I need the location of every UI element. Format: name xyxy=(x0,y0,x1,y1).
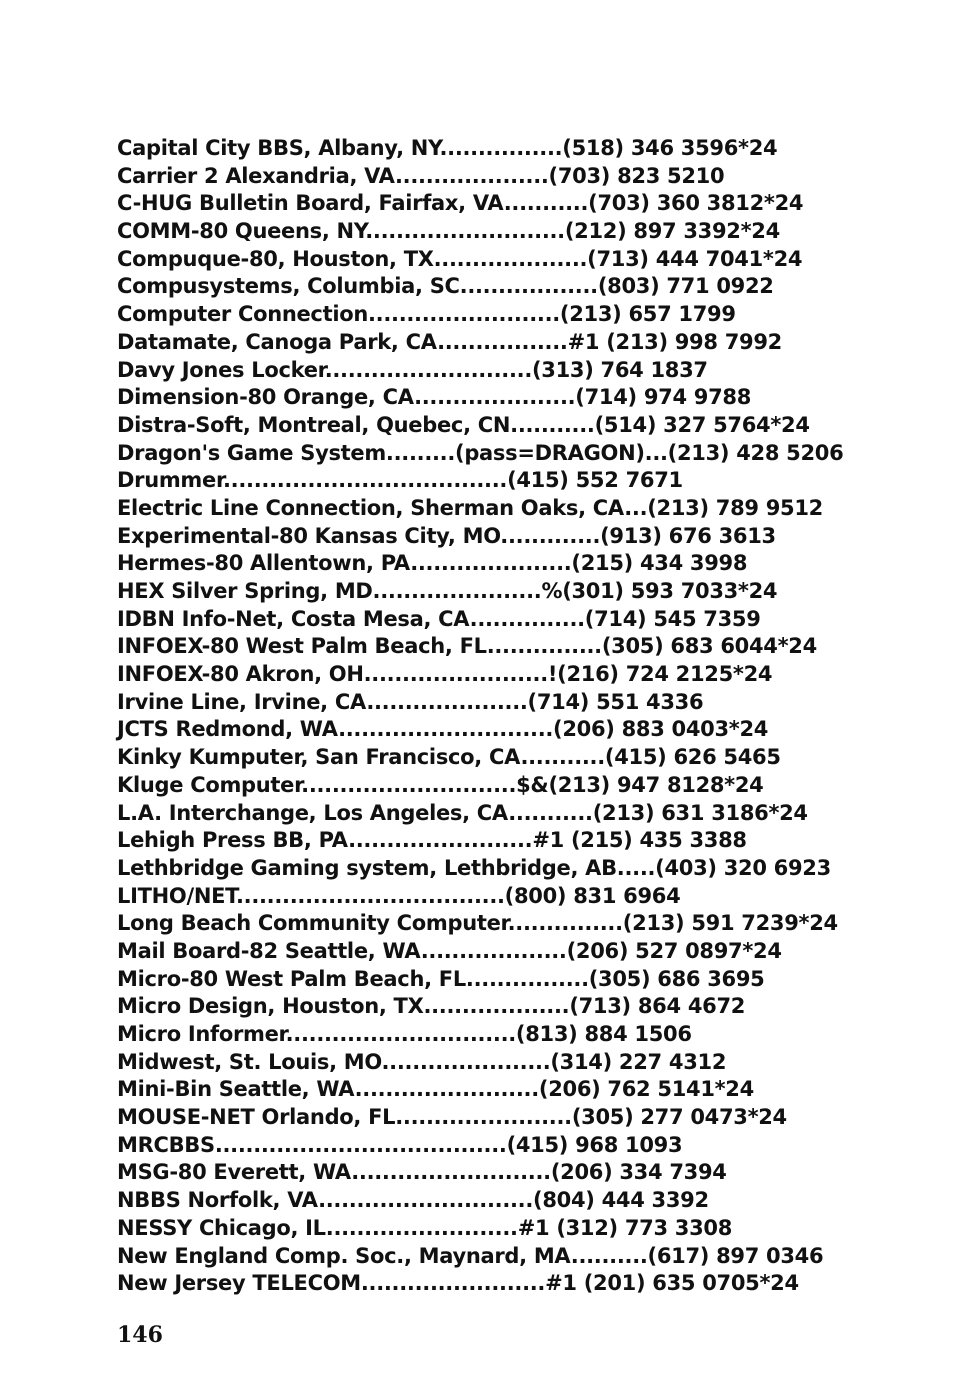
list-item: Micro Design, Houston, TX...................(713) 864 4672 xyxy=(117,994,746,1019)
list-item: Midwest, St. Louis, MO......................(314) 227 4312 xyxy=(117,1049,727,1074)
list-item: Dragon's Game System.........(pass=DRAGON)...(213) 428 5206 xyxy=(117,440,844,465)
list-item: Datamate, Canoga Park, CA.................#1 (213) 998 7992 xyxy=(117,329,782,354)
list-item: MRCBBS......................................(415) 968 1093 xyxy=(117,1132,683,1157)
list-item: Lethbridge Gaming system, Lethbridge, AB.....(403) 320 6923 xyxy=(117,855,831,880)
list-item: Kinky Kumputer, San Francisco, CA...........(415) 626 5465 xyxy=(117,745,781,770)
list-item: COMM-80 Queens, NY..........................(212) 897 3392*24 xyxy=(117,219,780,244)
list-item: JCTS Redmond, WA............................(206) 883 0403*24 xyxy=(117,717,769,742)
list-item: Compuque-80, Houston, TX....................(713) 444 7041*24 xyxy=(117,246,803,271)
list-item: NBBS Norfolk, VA............................(804) 444 3392 xyxy=(117,1188,709,1213)
list-item: Long Beach Community Computer...............(213) 591 7239*24 xyxy=(117,911,838,936)
list-item: LITHO/NET...................................(800) 831 6964 xyxy=(117,883,681,908)
list-item: Capital City BBS, Albany, NY................(518) 346 3596*24 xyxy=(117,136,778,160)
list-item: Irvine Line, Irvine, CA.....................(714) 551 4336 xyxy=(117,689,704,714)
list-item: Experimental-80 Kansas City, MO.............(913) 676 3613 xyxy=(117,523,776,548)
list-item: Drummer.....................................(415) 552 7671 xyxy=(117,468,683,493)
list-item: Micro Informer..............................(813) 884 1506 xyxy=(117,1022,692,1046)
list-item: Micro-80 West Palm Beach, FL................(305) 686 3695 xyxy=(117,966,765,991)
list-item: NESSY Chicago, IL.........................#1 (312) 773 3308 xyxy=(117,1215,733,1240)
page-number: 146 xyxy=(117,1322,163,1348)
list-item: Kluge Computer............................$&(213) 947 8128*24 xyxy=(117,772,764,797)
list-item: Electric Line Connection, Sherman Oaks, CA...(213) 789 9512 xyxy=(117,495,823,520)
bbs-directory-list xyxy=(117,135,857,1298)
list-item: L.A. Interchange, Los Angeles, CA...........(213) 631 3186*24 xyxy=(117,800,808,825)
list-item: Mini-Bin Seattle, WA........................(206) 762 5141*24 xyxy=(117,1077,754,1102)
list-item: MSG-80 Everett, WA..........................(206) 334 7394 xyxy=(117,1160,727,1185)
list-item: Dimension-80 Orange, CA.....................(714) 974 9788 xyxy=(117,385,752,410)
list-item: INFOEX-80 West Palm Beach, FL...............(305) 683 6044*24 xyxy=(117,634,817,659)
list-item: New Jersey TELECOM........................#1 (201) 635 0705*24 xyxy=(117,1271,799,1296)
list-item: Hermes-80 Allentown, PA.....................(215) 434 3998 xyxy=(117,551,748,576)
list-item: Compusystems, Columbia, SC..................(803) 771 0922 xyxy=(117,274,774,299)
list-item: Lehigh Press BB, PA........................#1 (215) 435 3388 xyxy=(117,828,747,853)
list-item: Distra-Soft, Montreal, Quebec, CN...........(514) 327 5764*24 xyxy=(117,412,810,437)
list-item: C-HUG Bulletin Board, Fairfax, VA...........(703) 360 3812*24 xyxy=(117,191,804,216)
list-item: Mail Board-82 Seattle, WA...................(206) 527 0897*24 xyxy=(117,938,782,963)
list-item: Davy Jones Locker...........................(313) 764 1837 xyxy=(117,357,708,382)
list-item: Carrier 2 Alexandria, VA....................(703) 823 5210 xyxy=(117,163,725,188)
list-item: INFOEX-80 Akron, OH........................!(216) 724 2125*24 xyxy=(117,662,773,687)
list-item: Computer Connection.........................(213) 657 1799 xyxy=(117,302,736,327)
list-item: New England Comp. Soc., Maynard, MA..........(617) 897 0346 xyxy=(117,1243,824,1268)
list-item: HEX Silver Spring, MD......................%(301) 593 7033*24 xyxy=(117,579,778,603)
list-item: MOUSE-NET Orlando, FL.......................(305) 277 0473*24 xyxy=(117,1105,787,1130)
list-item: IDBN Info-Net, Costa Mesa, CA...............(714) 545 7359 xyxy=(117,606,761,631)
